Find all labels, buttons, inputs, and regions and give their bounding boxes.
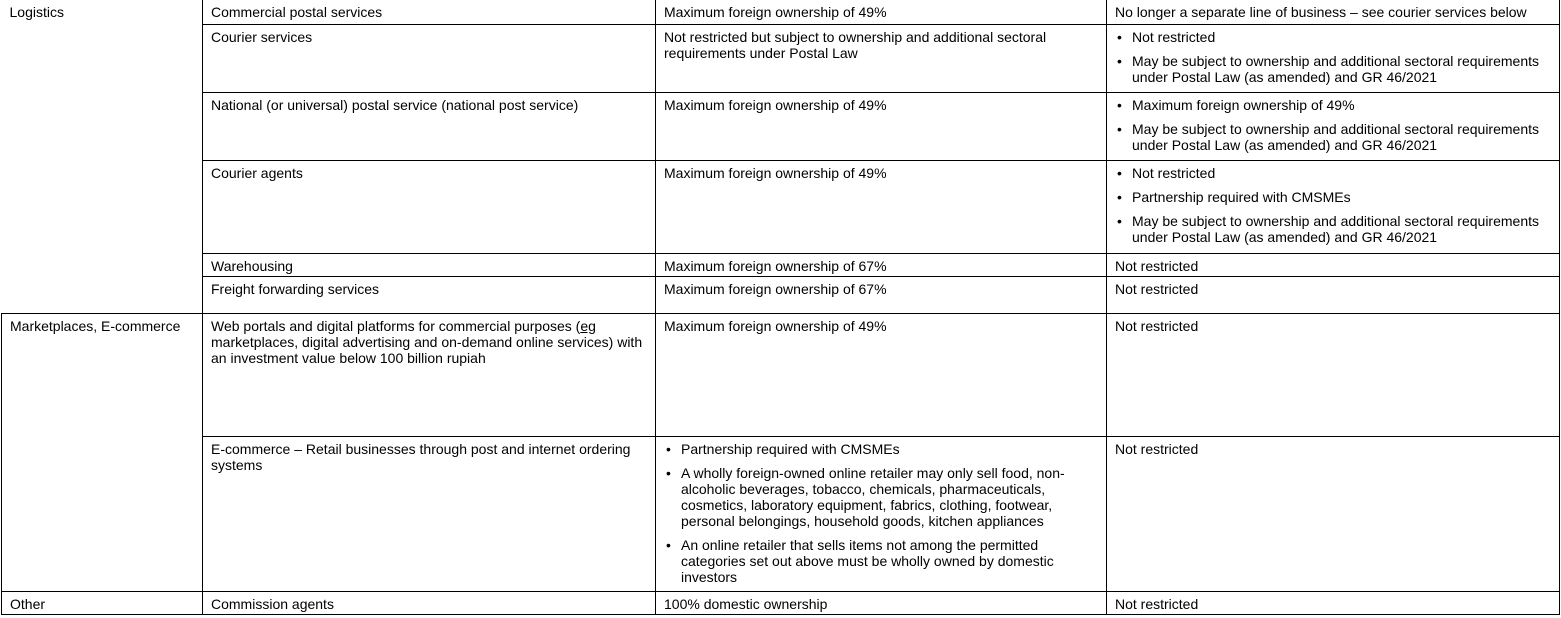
current-rule-cell: 100% domestic ownership	[656, 591, 1107, 614]
sector-cell: E-commerce – Retail businesses through post and internet ordering systems	[203, 436, 656, 591]
sector-cell: Warehousing	[203, 253, 656, 276]
current-rule-cell: Maximum foreign ownership of 67%	[656, 253, 1107, 276]
sector-cell: Courier agents	[203, 160, 656, 253]
sector-cell	[203, 313, 656, 436]
sector-cell: Commercial postal services	[203, 0, 656, 24]
list-item: • A wholly foreign-owned online retailer may only sell food, non-alcoholic beverages, tobacco, chemicals, pharmaceuticals, cosmetics, laboratory equipment, fabrics, clothing, footwear, personal belongings, household goods, kitchen appliances	[664, 465, 1098, 529]
sector-cell: Commission agents	[203, 591, 656, 614]
table-row	[2, 24, 1560, 92]
sector-cell: Freight forwarding services	[203, 276, 656, 313]
new-rule-cell	[1107, 92, 1560, 160]
current-rule-cell: Not restricted but subject to ownership and additional sectoral requirements under Postal Law	[656, 24, 1107, 92]
list-item: • An online retailer that sells items not among the permitted categories set out above must be wholly owned by domestic investors	[664, 537, 1098, 585]
list-item: • May be subject to ownership and additional sectoral requirements under Postal Law (as amended) and GR 46/2021	[1115, 121, 1551, 153]
table-row	[2, 313, 1560, 436]
new-rule-cell: Not restricted	[1107, 313, 1560, 436]
bullet-list	[664, 441, 1098, 585]
current-rule-cell: Maximum foreign ownership of 67%	[656, 276, 1107, 313]
table-row	[2, 253, 1560, 276]
list-item: • May be subject to ownership and additional sectoral requirements under Postal Law (as amended) and GR 46/2021	[1115, 53, 1551, 85]
investment-restrictions-table	[1, 0, 1560, 615]
list-item: • May be subject to ownership and additional sectoral requirements under Postal Law (as amended) and GR 46/2021	[1115, 213, 1551, 245]
list-item: • Not restricted	[1115, 29, 1551, 45]
sector-cell: National (or universal) postal service (national post service)	[203, 92, 656, 160]
table-row	[2, 276, 1560, 313]
table-row	[2, 0, 1560, 24]
table-row	[2, 436, 1560, 591]
list-item: • Maximum foreign ownership of 49%	[1115, 97, 1551, 113]
category-cell: Other	[2, 591, 203, 614]
new-rule-cell	[1107, 160, 1560, 253]
new-rule-cell: Not restricted	[1107, 253, 1560, 276]
current-rule-cell: Maximum foreign ownership of 49%	[656, 0, 1107, 24]
list-item: • Not restricted	[1115, 165, 1551, 181]
new-rule-cell: Not restricted	[1107, 276, 1560, 313]
sector-cell: Courier services	[203, 24, 656, 92]
new-rule-cell: No longer a separate line of business – see courier services below	[1107, 0, 1560, 24]
bullet-list	[1115, 97, 1551, 153]
new-rule-cell	[1107, 24, 1560, 92]
new-rule-cell: Not restricted	[1107, 591, 1560, 614]
table-row	[2, 92, 1560, 160]
category-cell: Logistics	[2, 0, 203, 313]
table-row	[2, 591, 1560, 614]
current-rule-cell: Maximum foreign ownership of 49%	[656, 160, 1107, 253]
current-rule-cell	[656, 436, 1107, 591]
sector-text: marketplaces, digital advertising and on-demand online services) with an investment value below 100 billion rupiah	[211, 333, 643, 366]
category-cell: Marketplaces, E-commerce	[2, 313, 203, 591]
new-rule-cell: Not restricted	[1107, 436, 1560, 591]
bullet-list	[1115, 165, 1551, 245]
list-item: • Partnership required with CMSMEs	[1115, 189, 1551, 205]
sector-text: Web portals and digital platforms for commercial purposes (	[211, 317, 581, 334]
current-rule-cell: Maximum foreign ownership of 49%	[656, 313, 1107, 436]
table-row	[2, 160, 1560, 253]
eg-underlined-text: eg	[580, 317, 596, 334]
bullet-list	[1115, 29, 1551, 85]
list-item: • Partnership required with CMSMEs	[664, 441, 1098, 457]
current-rule-cell: Maximum foreign ownership of 49%	[656, 92, 1107, 160]
